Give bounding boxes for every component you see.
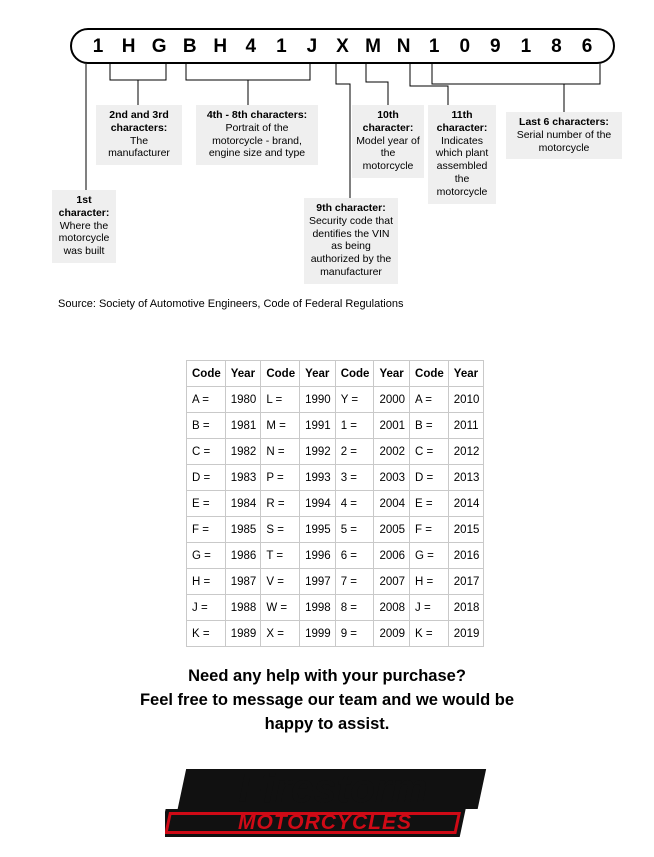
column-header: Year [448, 361, 484, 387]
vin-number-strip [70, 28, 615, 64]
vin-char: N [396, 35, 411, 57]
callout-body: Model year of the motorcycle [356, 134, 420, 173]
cell-code: 6 = [335, 543, 374, 569]
vin-char: 6 [581, 35, 593, 57]
cell-code: 2 = [335, 439, 374, 465]
cell-code: M = [261, 413, 300, 439]
callout-last-six-characters [506, 112, 622, 159]
cell-year: 1993 [300, 465, 336, 491]
vin-char: J [306, 35, 318, 57]
cell-year: 1996 [300, 543, 336, 569]
table-row [187, 439, 484, 465]
column-header: Code [261, 361, 300, 387]
callout-title: 9th character: [316, 202, 386, 214]
cell-year: 2014 [448, 491, 484, 517]
cell-year: 1998 [300, 595, 336, 621]
cell-year: 2009 [374, 621, 410, 647]
callout-title: 2nd and 3rd characters: [109, 109, 169, 134]
cell-year: 1984 [225, 491, 261, 517]
cell-year: 2000 [374, 387, 410, 413]
cell-code: V = [261, 569, 300, 595]
callout-body: Indicates which plant assembled the motorcycle [435, 134, 489, 198]
cell-code: 7 = [335, 569, 374, 595]
table-row [187, 569, 484, 595]
cell-year: 1992 [300, 439, 336, 465]
cell-year: 2004 [374, 491, 410, 517]
vin-char: 1 [92, 35, 104, 57]
cell-year: 2005 [374, 517, 410, 543]
cell-year: 2006 [374, 543, 410, 569]
table-row [187, 621, 484, 647]
column-header: Year [225, 361, 261, 387]
cell-code: H = [410, 569, 449, 595]
cell-code: E = [410, 491, 449, 517]
callout-title: 1st character: [58, 194, 110, 219]
table-header-row [187, 361, 484, 387]
vin-char: B [182, 35, 197, 57]
cell-code: W = [261, 595, 300, 621]
callout-title: 10th character: [362, 109, 414, 134]
cell-year: 1995 [300, 517, 336, 543]
vin-char: M [365, 35, 381, 57]
table-row [187, 543, 484, 569]
vin-char: 8 [551, 35, 562, 57]
cell-year: 1994 [300, 491, 336, 517]
cell-code: C = [187, 439, 226, 465]
cell-year: 2013 [448, 465, 484, 491]
callout-title: Last 6 characters: [519, 116, 609, 128]
cell-code: C = [410, 439, 449, 465]
vin-char: H [213, 35, 228, 57]
cell-year: 1999 [300, 621, 336, 647]
vin-char: G [151, 35, 167, 57]
vin-diagram [0, 0, 654, 300]
vin-char: 1 [276, 35, 287, 57]
column-header: Code [335, 361, 374, 387]
cell-year: 2017 [448, 569, 484, 595]
callout-title: 11th character: [436, 109, 488, 134]
cell-year: 1987 [225, 569, 261, 595]
cell-year: 2007 [374, 569, 410, 595]
help-message [0, 665, 654, 737]
cell-code: R = [261, 491, 300, 517]
cell-code: J = [410, 595, 449, 621]
cell-code: D = [187, 465, 226, 491]
cell-code: J = [187, 595, 226, 621]
callout-eleventh-character [428, 105, 496, 204]
cell-year: 1989 [225, 621, 261, 647]
cell-code: A = [187, 387, 226, 413]
callout-body: The manufacturer [108, 134, 170, 160]
cell-code: K = [410, 621, 449, 647]
cell-year: 2002 [374, 439, 410, 465]
cell-year: 2018 [448, 595, 484, 621]
callout-body: Portrait of the motorcycle - brand, engine size and type [208, 121, 306, 160]
table-row [187, 595, 484, 621]
cell-year: 1981 [225, 413, 261, 439]
cell-code: 8 = [335, 595, 374, 621]
cell-code: L = [261, 387, 300, 413]
callout-fourth-eighth-characters [196, 105, 318, 165]
table-row [187, 517, 484, 543]
cell-code: F = [187, 517, 226, 543]
cell-code: 9 = [335, 621, 374, 647]
callout-body: Serial number of the motorcycle [516, 128, 612, 154]
cell-year: 1988 [225, 595, 261, 621]
column-header: Code [410, 361, 449, 387]
column-header: Year [374, 361, 410, 387]
source-citation: Source: Society of Automotive Engineers, Code of Federal Regulations [58, 298, 404, 310]
vin-char: 4 [245, 35, 257, 57]
vin-char: 1 [520, 35, 532, 57]
logo-graphic [165, 765, 495, 847]
cell-year: 2015 [448, 517, 484, 543]
cell-year: 2016 [448, 543, 484, 569]
column-header: Code [187, 361, 226, 387]
cell-year: 1985 [225, 517, 261, 543]
cell-code: A = [410, 387, 449, 413]
cell-code: F = [410, 517, 449, 543]
cell-year: 2010 [448, 387, 484, 413]
help-line-1: Need any help with your purchase? [188, 667, 466, 685]
cell-year: 2008 [374, 595, 410, 621]
cell-code: H = [187, 569, 226, 595]
table-row [187, 491, 484, 517]
cell-year: 2019 [448, 621, 484, 647]
cell-year: 1982 [225, 439, 261, 465]
cell-code: 3 = [335, 465, 374, 491]
cell-code: B = [410, 413, 449, 439]
column-header: Year [300, 361, 336, 387]
table-row [187, 387, 484, 413]
cell-code: G = [187, 543, 226, 569]
vin-char: 0 [459, 35, 471, 57]
firestorm-motorcycles-logo [165, 765, 495, 847]
logo-bottom-text: MOTORCYCLES [238, 811, 412, 834]
cell-year: 1983 [225, 465, 261, 491]
logo-top-text: Firestorm [238, 765, 428, 811]
callout-second-third-characters [96, 105, 182, 165]
cell-code: B = [187, 413, 226, 439]
cell-year: 2012 [448, 439, 484, 465]
cell-code: E = [187, 491, 226, 517]
cell-code: D = [410, 465, 449, 491]
vin-char: 9 [490, 35, 501, 57]
callout-body: Security code that dentifies the VIN as being authorized by the manufacturer [308, 214, 394, 278]
table-row [187, 413, 484, 439]
cell-year: 2003 [374, 465, 410, 491]
cell-year: 2011 [448, 413, 484, 439]
vin-char: 1 [428, 35, 440, 57]
callout-ninth-character [304, 198, 398, 284]
cell-code: N = [261, 439, 300, 465]
cell-year: 1991 [300, 413, 336, 439]
cell-code: T = [261, 543, 300, 569]
cell-code: X = [261, 621, 300, 647]
model-year-code-table [186, 360, 480, 647]
cell-code: K = [187, 621, 226, 647]
table-row [187, 465, 484, 491]
cell-code: 4 = [335, 491, 374, 517]
callout-first-character [52, 190, 116, 263]
cell-year: 1990 [300, 387, 336, 413]
cell-code: G = [410, 543, 449, 569]
vin-char: X [336, 35, 349, 57]
cell-year: 2001 [374, 413, 410, 439]
cell-code: P = [261, 465, 300, 491]
vin-char: H [121, 35, 136, 57]
cell-code: 1 = [335, 413, 374, 439]
cell-year: 1986 [225, 543, 261, 569]
cell-code: Y = [335, 387, 374, 413]
cell-code: S = [261, 517, 300, 543]
help-line-3: happy to assist. [264, 714, 390, 733]
callout-body: Where the motorcycle was built [58, 219, 110, 258]
help-line-2: Feel free to message our team and we would be [139, 690, 515, 709]
callout-tenth-character [352, 105, 424, 178]
cell-code: 5 = [335, 517, 374, 543]
cell-year: 1997 [300, 569, 336, 595]
cell-year: 1980 [225, 387, 261, 413]
callout-title: 4th - 8th characters: [206, 109, 308, 121]
